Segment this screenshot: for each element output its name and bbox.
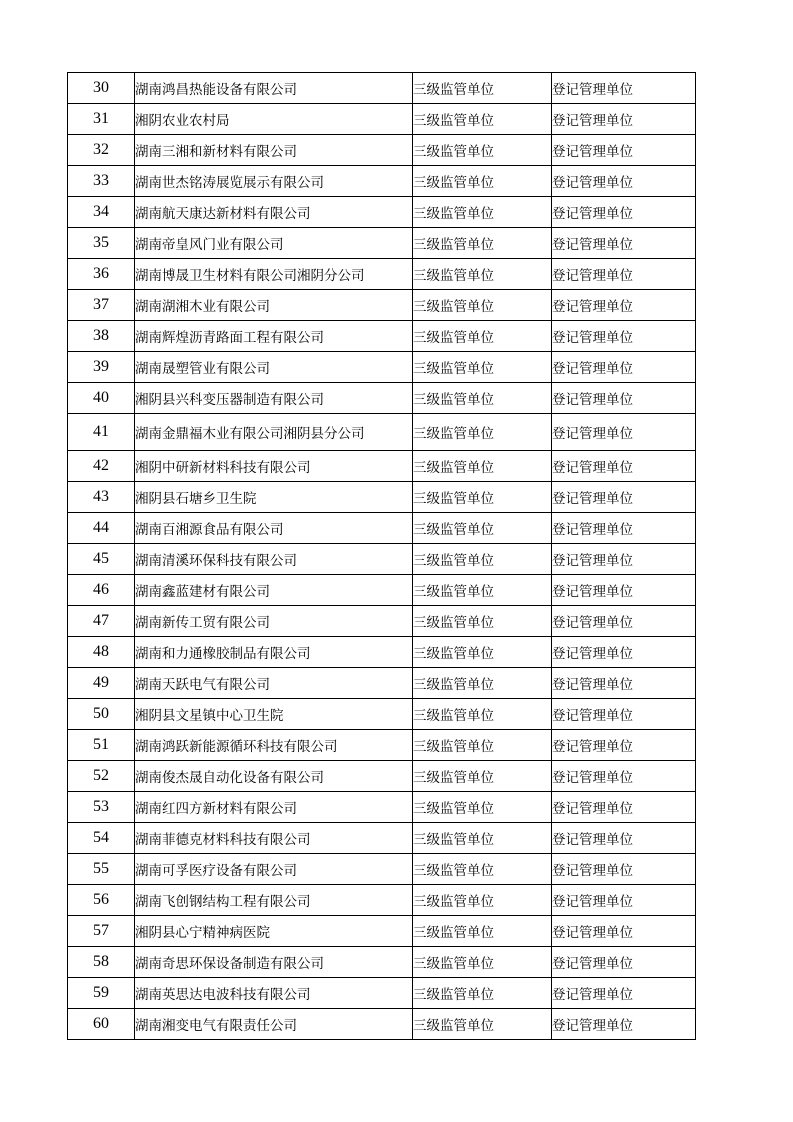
- management-type-cell: 登记管理单位: [552, 73, 696, 104]
- row-number-cell: 60: [68, 1009, 135, 1040]
- supervision-level-cell: 三级监管单位: [413, 544, 552, 575]
- supervision-level-cell: 三级监管单位: [413, 259, 552, 290]
- row-number-cell: 43: [68, 482, 135, 513]
- row-number-cell: 37: [68, 290, 135, 321]
- row-number-cell: 36: [68, 259, 135, 290]
- supervision-level-cell: 三级监管单位: [413, 637, 552, 668]
- management-type-cell: 登记管理单位: [552, 544, 696, 575]
- supervision-level-cell: 三级监管单位: [413, 575, 552, 606]
- management-type-cell: 登记管理单位: [552, 383, 696, 414]
- table-row: [68, 135, 696, 166]
- row-number-cell: 59: [68, 978, 135, 1009]
- unit-name-cell: 湖南清溪环保科技有限公司: [135, 544, 413, 575]
- row-number-cell: 30: [68, 73, 135, 104]
- unit-name-cell: 湖南天跃电气有限公司: [135, 668, 413, 699]
- supervision-level-cell: 三级监管单位: [413, 135, 552, 166]
- unit-name-cell: 湖南飞创钢结构工程有限公司: [135, 885, 413, 916]
- row-number-cell: 48: [68, 637, 135, 668]
- management-type-cell: 登记管理单位: [552, 228, 696, 259]
- management-type-cell: 登记管理单位: [552, 885, 696, 916]
- management-type-cell: 登记管理单位: [552, 197, 696, 228]
- supervision-level-cell: 三级监管单位: [413, 668, 552, 699]
- supervision-level-cell: 三级监管单位: [413, 730, 552, 761]
- table-row: [68, 947, 696, 978]
- supervision-level-cell: 三级监管单位: [413, 947, 552, 978]
- row-number-cell: 49: [68, 668, 135, 699]
- row-number-cell: 46: [68, 575, 135, 606]
- management-type-cell: 登记管理单位: [552, 668, 696, 699]
- row-number-cell: 35: [68, 228, 135, 259]
- table-row: [68, 885, 696, 916]
- management-type-cell: 登记管理单位: [552, 352, 696, 383]
- unit-name-cell: 湖南和力通橡胶制品有限公司: [135, 637, 413, 668]
- supervision-level-cell: 三级监管单位: [413, 451, 552, 482]
- table-row: [68, 792, 696, 823]
- management-type-cell: 登记管理单位: [552, 978, 696, 1009]
- table-row: [68, 761, 696, 792]
- table-row: [68, 699, 696, 730]
- supervision-level-cell: 三级监管单位: [413, 73, 552, 104]
- supervision-level-cell: 三级监管单位: [413, 383, 552, 414]
- table-row: [68, 414, 696, 451]
- table-row: [68, 290, 696, 321]
- unit-name-cell: 湘阴县石塘乡卫生院: [135, 482, 413, 513]
- unit-name-cell: 湖南奇思环保设备制造有限公司: [135, 947, 413, 978]
- row-number-cell: 31: [68, 104, 135, 135]
- row-number-cell: 34: [68, 197, 135, 228]
- unit-name-cell: 湘阴中研新材料科技有限公司: [135, 451, 413, 482]
- unit-name-cell: 湖南世杰铭涛展览展示有限公司: [135, 166, 413, 197]
- unit-name-cell: 湖南鸿昌热能设备有限公司: [135, 73, 413, 104]
- unit-name-cell: 湖南鸿跃新能源循环科技有限公司: [135, 730, 413, 761]
- supervision-level-cell: 三级监管单位: [413, 513, 552, 544]
- management-type-cell: 登记管理单位: [552, 854, 696, 885]
- row-number-cell: 45: [68, 544, 135, 575]
- table-row: [68, 383, 696, 414]
- table-row: [68, 606, 696, 637]
- unit-name-cell: 湖南晟塑管业有限公司: [135, 352, 413, 383]
- unit-name-cell: 湘阴县文星镇中心卫生院: [135, 699, 413, 730]
- management-type-cell: 登记管理单位: [552, 259, 696, 290]
- row-number-cell: 58: [68, 947, 135, 978]
- row-number-cell: 33: [68, 166, 135, 197]
- unit-name-cell: 湖南湖湘木业有限公司: [135, 290, 413, 321]
- supervision-level-cell: 三级监管单位: [413, 978, 552, 1009]
- unit-name-cell: 湖南新传工贸有限公司: [135, 606, 413, 637]
- table-row: [68, 352, 696, 383]
- unit-name-cell: 湖南鑫蓝建材有限公司: [135, 575, 413, 606]
- management-type-cell: 登记管理单位: [552, 513, 696, 544]
- unit-name-cell: 湖南博晟卫生材料有限公司湘阴分公司: [135, 259, 413, 290]
- supervision-level-cell: 三级监管单位: [413, 823, 552, 854]
- unit-name-cell: 湖南菲德克材料科技有限公司: [135, 823, 413, 854]
- row-number-cell: 52: [68, 761, 135, 792]
- table-row: [68, 321, 696, 352]
- management-type-cell: 登记管理单位: [552, 916, 696, 947]
- management-type-cell: 登记管理单位: [552, 761, 696, 792]
- row-number-cell: 56: [68, 885, 135, 916]
- table-row: [68, 978, 696, 1009]
- table-row: [68, 823, 696, 854]
- management-type-cell: 登记管理单位: [552, 414, 696, 451]
- table-row: [68, 854, 696, 885]
- row-number-cell: 53: [68, 792, 135, 823]
- row-number-cell: 47: [68, 606, 135, 637]
- unit-name-cell: 湖南航天康达新材料有限公司: [135, 197, 413, 228]
- row-number-cell: 41: [68, 414, 135, 451]
- table-row: [68, 228, 696, 259]
- unit-name-cell: 湖南可孚医疗设备有限公司: [135, 854, 413, 885]
- management-type-cell: 登记管理单位: [552, 606, 696, 637]
- document-page: [67, 72, 696, 1040]
- supervision-level-cell: 三级监管单位: [413, 482, 552, 513]
- row-number-cell: 51: [68, 730, 135, 761]
- management-type-cell: 登记管理单位: [552, 321, 696, 352]
- supervision-level-cell: 三级监管单位: [413, 321, 552, 352]
- management-type-cell: 登记管理单位: [552, 166, 696, 197]
- unit-name-cell: 湖南俊杰晟自动化设备有限公司: [135, 761, 413, 792]
- management-type-cell: 登记管理单位: [552, 823, 696, 854]
- table-row: [68, 259, 696, 290]
- supervision-level-cell: 三级监管单位: [413, 228, 552, 259]
- table-row: [68, 730, 696, 761]
- supervision-level-cell: 三级监管单位: [413, 166, 552, 197]
- supervision-level-cell: 三级监管单位: [413, 699, 552, 730]
- unit-name-cell: 湖南红四方新材料有限公司: [135, 792, 413, 823]
- table-row: [68, 668, 696, 699]
- unit-name-cell: 湖南三湘和新材料有限公司: [135, 135, 413, 166]
- supervision-level-cell: 三级监管单位: [413, 606, 552, 637]
- unit-list-table: [67, 72, 696, 1040]
- unit-name-cell: 湘阴农业农村局: [135, 104, 413, 135]
- unit-name-cell: 湖南湘变电气有限责任公司: [135, 1009, 413, 1040]
- management-type-cell: 登记管理单位: [552, 1009, 696, 1040]
- supervision-level-cell: 三级监管单位: [413, 1009, 552, 1040]
- supervision-level-cell: 三级监管单位: [413, 104, 552, 135]
- table-body: [68, 73, 696, 1040]
- unit-name-cell: 湖南百湘源食品有限公司: [135, 513, 413, 544]
- table-row: [68, 1009, 696, 1040]
- management-type-cell: 登记管理单位: [552, 699, 696, 730]
- management-type-cell: 登记管理单位: [552, 451, 696, 482]
- supervision-level-cell: 三级监管单位: [413, 290, 552, 321]
- table-row: [68, 637, 696, 668]
- supervision-level-cell: 三级监管单位: [413, 792, 552, 823]
- row-number-cell: 50: [68, 699, 135, 730]
- unit-name-cell: 湘阴县心宁精神病医院: [135, 916, 413, 947]
- unit-name-cell: 湖南帝皇风门业有限公司: [135, 228, 413, 259]
- unit-name-cell: 湘阴县兴科变压器制造有限公司: [135, 383, 413, 414]
- management-type-cell: 登记管理单位: [552, 947, 696, 978]
- management-type-cell: 登记管理单位: [552, 792, 696, 823]
- supervision-level-cell: 三级监管单位: [413, 761, 552, 792]
- management-type-cell: 登记管理单位: [552, 730, 696, 761]
- management-type-cell: 登记管理单位: [552, 575, 696, 606]
- table-row: [68, 513, 696, 544]
- row-number-cell: 57: [68, 916, 135, 947]
- management-type-cell: 登记管理单位: [552, 135, 696, 166]
- management-type-cell: 登记管理单位: [552, 482, 696, 513]
- supervision-level-cell: 三级监管单位: [413, 352, 552, 383]
- supervision-level-cell: 三级监管单位: [413, 885, 552, 916]
- row-number-cell: 44: [68, 513, 135, 544]
- row-number-cell: 54: [68, 823, 135, 854]
- unit-name-cell: 湖南辉煌沥青路面工程有限公司: [135, 321, 413, 352]
- row-number-cell: 39: [68, 352, 135, 383]
- unit-name-cell: 湖南英思达电波科技有限公司: [135, 978, 413, 1009]
- table-row: [68, 197, 696, 228]
- row-number-cell: 40: [68, 383, 135, 414]
- management-type-cell: 登记管理单位: [552, 637, 696, 668]
- management-type-cell: 登记管理单位: [552, 104, 696, 135]
- unit-name-cell: 湖南金鼎福木业有限公司湘阴县分公司: [135, 414, 413, 451]
- supervision-level-cell: 三级监管单位: [413, 414, 552, 451]
- table-row: [68, 104, 696, 135]
- row-number-cell: 55: [68, 854, 135, 885]
- table-row: [68, 916, 696, 947]
- supervision-level-cell: 三级监管单位: [413, 197, 552, 228]
- management-type-cell: 登记管理单位: [552, 290, 696, 321]
- table-row: [68, 544, 696, 575]
- supervision-level-cell: 三级监管单位: [413, 854, 552, 885]
- row-number-cell: 32: [68, 135, 135, 166]
- table-row: [68, 73, 696, 104]
- row-number-cell: 38: [68, 321, 135, 352]
- supervision-level-cell: 三级监管单位: [413, 916, 552, 947]
- table-row: [68, 482, 696, 513]
- table-row: [68, 451, 696, 482]
- table-row: [68, 575, 696, 606]
- table-row: [68, 166, 696, 197]
- row-number-cell: 42: [68, 451, 135, 482]
